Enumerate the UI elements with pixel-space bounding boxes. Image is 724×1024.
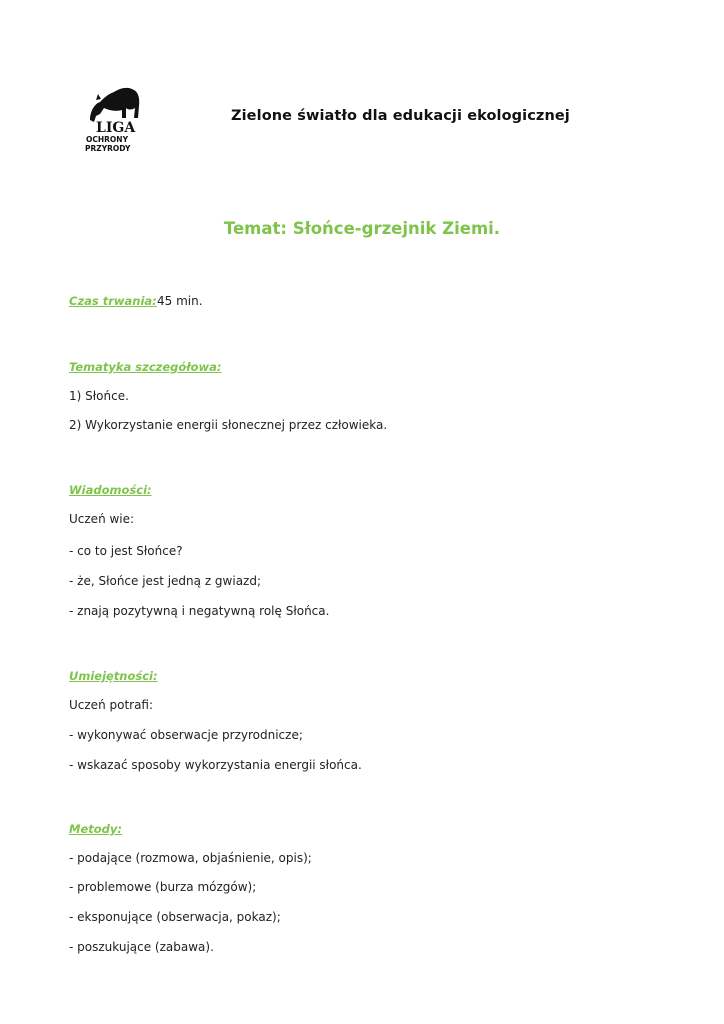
duration-value: 45 min. [157, 294, 203, 308]
lop-logo [82, 80, 144, 154]
skills-intro: Uczeń potrafi: [69, 698, 154, 712]
skills-item: - wskazać sposoby wykorzystania energii słońca. [69, 758, 362, 772]
methods-item: - problemowe (burza mózgów); [69, 880, 257, 894]
details-label: Tematyka szczegółowa: [69, 360, 222, 374]
details-item: 1) Słońce. [69, 389, 129, 403]
knowledge-label: Wiadomości: [69, 483, 152, 497]
methods-item: - podające (rozmowa, objaśnienie, opis); [69, 851, 312, 865]
knowledge-item: - znają pozytywną i negatywną rolę Słońca. [69, 604, 330, 618]
skills-label: Umiejętności: [69, 669, 158, 683]
methods-item: - eksponujące (obserwacja, pokaz); [69, 910, 281, 924]
methods-label: Metody: [69, 822, 122, 836]
methods-item: - poszukujące (zabawa). [69, 940, 214, 954]
svg-text:LIGA: LIGA [96, 120, 136, 136]
knowledge-item: - że, Słońce jest jedną z gwiazd; [69, 574, 262, 588]
lesson-topic: Temat: Słońce-grzejnik Ziemi. [223, 219, 501, 238]
duration-label: Czas trwania: [69, 294, 157, 308]
knowledge-item: - co to jest Słońce? [69, 544, 183, 558]
skills-item: - wykonywać obserwacje przyrodnicze; [69, 728, 303, 742]
bison-logo-icon [82, 80, 144, 154]
header-title: Zielone światło dla edukacji ekologicznej [231, 108, 570, 124]
knowledge-intro: Uczeń wie: [69, 512, 135, 526]
svg-text:PRZYRODY: PRZYRODY [85, 144, 131, 153]
svg-text:OCHRONY: OCHRONY [86, 135, 129, 144]
details-item: 2) Wykorzystanie energii słonecznej przez człowieka. [69, 418, 388, 432]
